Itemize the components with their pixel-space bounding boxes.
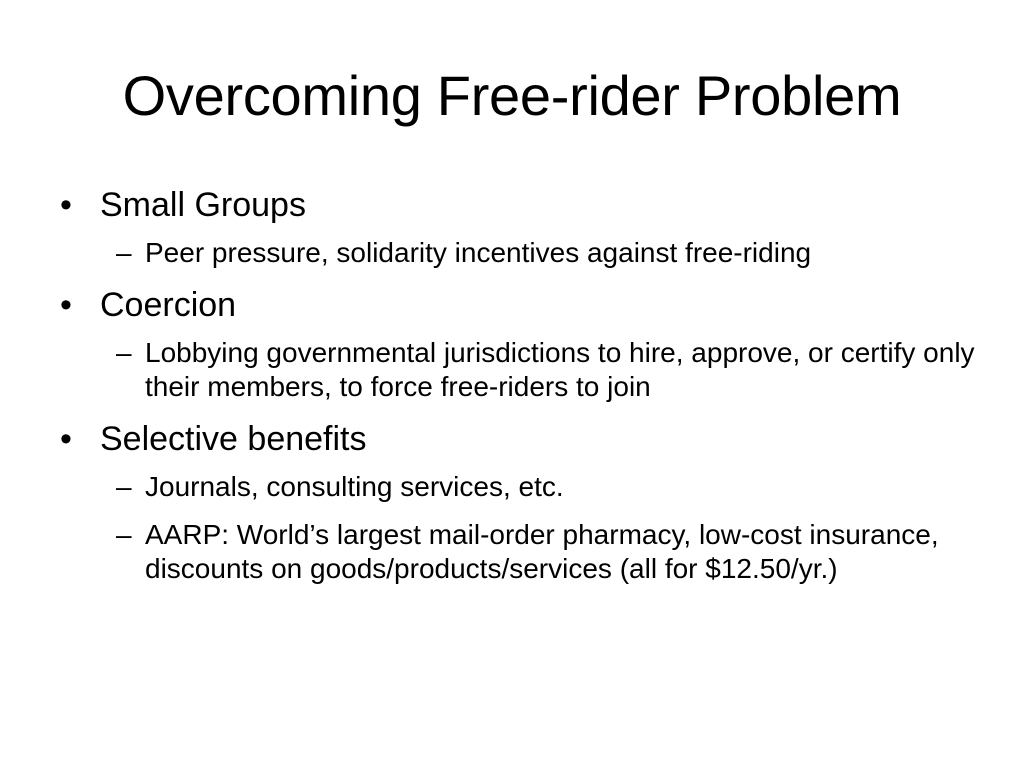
sub-bullet-item [58,336,978,404]
bullet-item [58,284,978,326]
dash-marker: – [116,337,132,368]
dash-marker: – [116,519,132,550]
sub-bullet-text: AARP: World’s largest mail-order pharmacy, low-cost insurance, discounts on goods/products/services (all for $12.50/yr.) [145,519,939,584]
bullet-marker: • [60,186,72,224]
sub-bullet-item [58,236,978,270]
bullet-group-selective-benefits [58,418,978,586]
bullet-group-small-groups [58,184,978,270]
dash-marker: – [116,237,132,268]
bullet-group-coercion [58,284,978,404]
bullet-text: Coercion [100,286,237,324]
bullet-text: Small Groups [100,186,306,224]
sub-bullet-item [58,470,978,504]
sub-bullet-text: Lobbying governmental jurisdictions to hire, approve, or certify only their members, to force free-riders to join [145,337,975,402]
sub-bullet-text: Peer pressure, solidarity incentives against free-riding [145,237,812,268]
bullet-marker: • [60,286,72,324]
bullet-marker: • [60,420,72,458]
sub-bullet-text: Journals, consulting services, etc. [145,471,564,502]
bullet-item [58,184,978,226]
bullet-item [58,418,978,460]
bullet-text: Selective benefits [100,420,367,458]
dash-marker: – [116,471,132,502]
slide-title: Overcoming Free-rider Problem [122,64,902,127]
slide-body [58,184,978,600]
sub-bullet-item [58,518,978,586]
